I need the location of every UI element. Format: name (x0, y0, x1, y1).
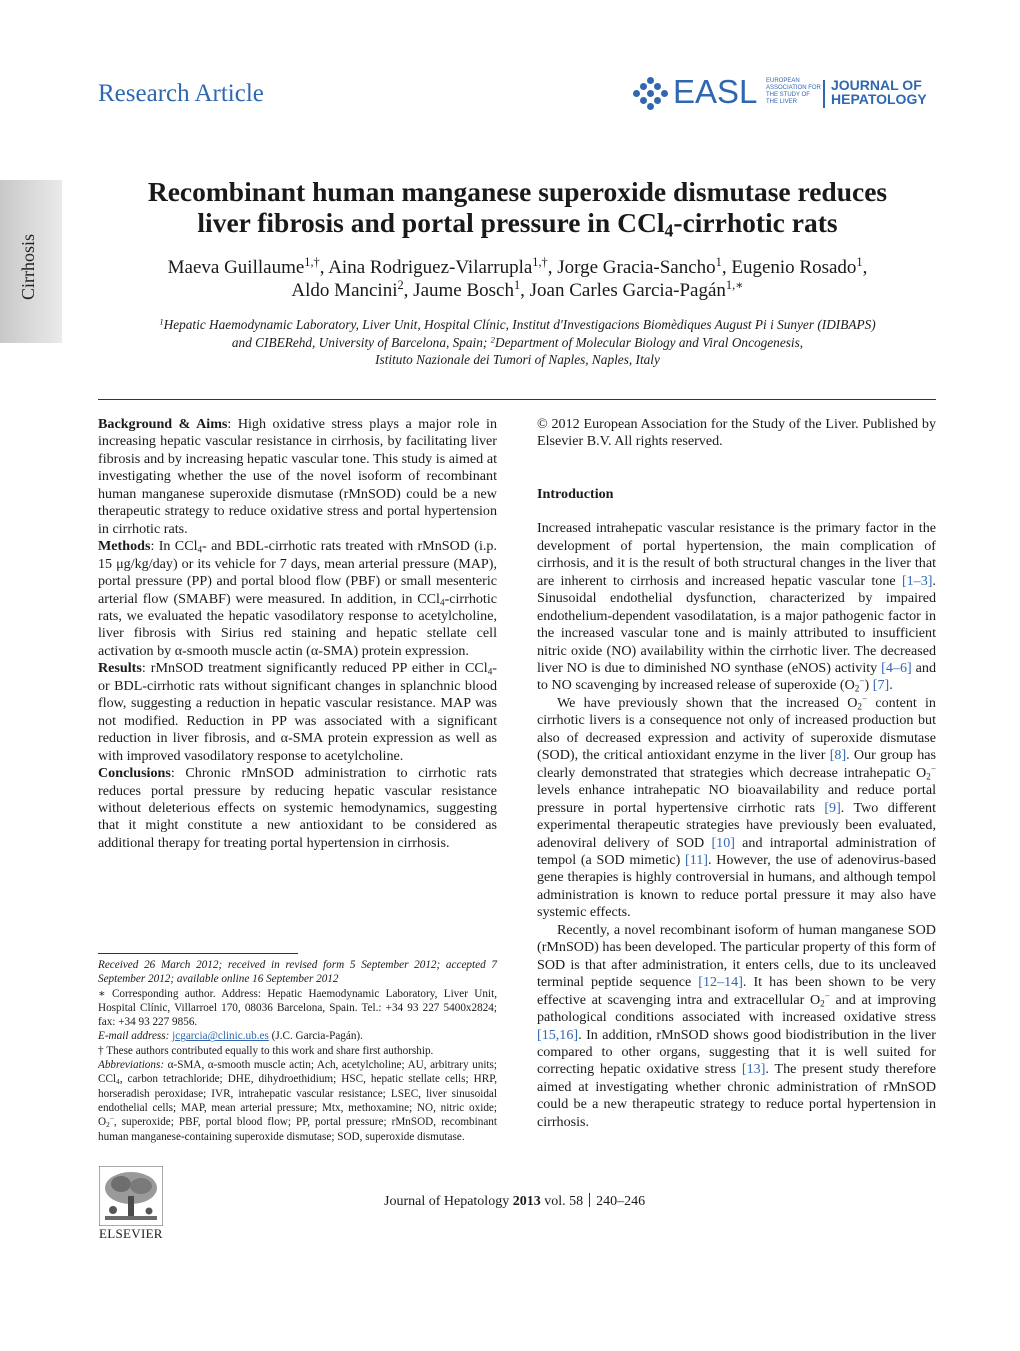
author-name[interactable]: Jaume Bosch (413, 280, 514, 301)
abbreviations: Abbreviations: α-SMA, α-smooth muscle actin; Ach, acetylcholine; AU, arbitrary units; CCl$_4$, carbon tetrachloride; DHE, dihydroethidium; HSC, hepatic stellate cells; HRP, horseradish peroxidase; IVR, intrahepatic vascular resistance; LSEC, liver sinusoidal endothelial cells; MAP, mean arterial pressure; Mtx, methoxamine; NO, nitric oxide; $O_2^-$, superoxide; PBF, portal blood flow; PP, portal pressure; rMnSOD, recombinant human manganese-containing superoxide dismutase; SOD, superoxide dismutase. (98, 1059, 497, 1143)
intro-column (537, 416, 936, 1131)
citation-link[interactable]: [11] (685, 851, 708, 868)
received-dates: Received 26 March 2012; received in revised form 5 September 2012; accepted 7 September 2012; available online 16 September 2012 (98, 959, 497, 986)
affiliation-line: and CIBERehd, University of Barcelona, Spain; $^2$Department of Molecular Biology and Viral Oncogenesis, (231, 333, 804, 350)
author-name[interactable]: Eugenio Rosado (731, 257, 857, 278)
author-name[interactable]: Maeva Guillaume (167, 257, 305, 278)
journal-logo[interactable] (633, 73, 938, 111)
section-label: Research Article (98, 80, 264, 107)
citation-link[interactable]: [15,16] (537, 1026, 579, 1043)
citation-link[interactable]: [4–6] (881, 659, 912, 676)
citation-link[interactable]: [13] (741, 1061, 766, 1078)
easl-wordmark: EASL (673, 73, 758, 110)
author-list (100, 256, 935, 302)
journal-citation: Journal of Hepatology 2013 vol. 58 240–246 (384, 1194, 646, 1209)
easl-subtitle: EUROPEAN ASSOCIATION FOR THE STUDY OF THE LIVER (766, 78, 821, 105)
title-line-2: liver fibrosis and portal pressure in CCl$_4$-cirrhotic rats (197, 207, 838, 241)
topic-side-tab (0, 180, 62, 343)
citation-link[interactable]: [8] (829, 747, 847, 764)
equal-contribution-note: † These authors contributed equally to this work and share first authorship. (98, 1044, 434, 1057)
intro-paragraph: Recently, a novel recombinant isoform of human manganese SOD (rMnSOD) has been developed. The particular property of this form of SOD is that after administration, it enters cells, due to its uncleaved terminal peptide sequence [12–14]. It has been shown to be very effective at scavenging intra and extracellular $O_2^-$ and at improving pathological conditions associated with increased oxidative stress [15,16]. In addition, rMnSOD shows good biodistribution in the liver compared to other organs, suggesting that it is well suited for correcting hepatic oxidative stress [13]. The present study therefore aimed at investigating whether chronic administration of rMnSOD could be a new therapeutic strategy to reduce portal hypertension in cirrhosis. (537, 921, 936, 1130)
citation-link[interactable]: [1–3] (901, 572, 933, 589)
affiliation-line: $^1$Hepatic Haemodynamic Laboratory, Liver Unit, Hospital Clínic, Institut d'Investigacions Biomèdiques August Pi i Sunyer (IDIBAPS) (159, 316, 876, 332)
affiliations (100, 316, 935, 369)
title-line-1: Recombinant human manganese superoxide dismutase reduces (147, 176, 888, 207)
citation-link[interactable]: [7] (872, 677, 890, 694)
header-divider (98, 399, 936, 400)
email-link[interactable]: jcgarcia@clinic.ub.es (172, 1030, 269, 1043)
journal-title: JOURNAL OF HEPATOLOGY (831, 77, 927, 107)
abstract-results: Results: rMnSOD treatment significantly reduced PP either in CCl$_4$- or BDL-cirrhotic rats without significant changes in splanchnic blood flow, suggesting a reduction in hepatic vascular resistance. MAP was not modified. Reduction in PP was associated with a significant reduction in liver fibrosis, and α-SMA protein expression as well as with improved vasodilatory response to acetylcholine. (98, 660, 497, 764)
abstract-methods: Methods: In CCl$_4$- and BDL-cirrhotic rats treated with rMnSOD (i.p. 15 μg/kg/day) or its vehicle for 7 days, mean arterial pressure (MAP), portal pressure (PP) and portal blood flow (PBF) or small mesenteric arterial flow (SMABF) were measured. In addition, in CCl$_4$-cirrhotic rats, we evaluated the hepatic vasodilatory response to acetylcholine, liver fibrosis with Sirius red staining and hepatic stellate cell activation by α-smooth muscle actin (α-SMA) protein expression. (98, 538, 497, 659)
footnote-divider (98, 953, 298, 954)
corresponding-author: ∗ Corresponding author. Address: Hepatic Haemodynamic Laboratory, Liver Unit, Hospital Clínic, Villarroel 170, 08036 Barcelona, Spain. Tel.: +34 93 227 5400x2824; fax: +34 93 227 9856. (98, 987, 497, 1029)
abstract-column (98, 416, 497, 852)
author-name[interactable]: Joan Carles Garcia-Pagán (529, 280, 726, 301)
section-heading: Introduction (537, 485, 614, 502)
article-title (100, 176, 935, 241)
elsevier-tree-icon (99, 1166, 163, 1226)
citation-link[interactable]: [9] (824, 799, 841, 816)
footnotes (98, 958, 497, 1144)
author-name[interactable]: Aldo Mancini (291, 280, 398, 301)
logo-divider (823, 80, 825, 108)
author-name[interactable]: Jorge Gracia-Sancho (557, 257, 716, 278)
topic-label: Cirrhosis (18, 233, 38, 300)
easl-dots-icon (633, 80, 669, 108)
email-line: E-mail address: jcgarcia@clinic.ub.es (J.C. Garcia-Pagán). (98, 1030, 363, 1043)
publisher-name: ELSEVIER (99, 1226, 163, 1241)
author-name[interactable]: Aina Rodriguez-Vilarrupla (328, 257, 533, 278)
author-line-2: Aldo Mancini$^2$, Jaume Bosch$^1$, Joan Carles Garcia-Pagán$^{1,∗}$ (291, 278, 744, 301)
abstract-background: Background & Aims: High oxidative stress plays a major role in increasing hepatic vascular resistance in cirrhosis, by facilitating liver fibrosis and by increasing hepatic vascular tone. This study is aimed at investigating whether the use of the novel isoform of recombinant human manganese superoxide dismutase (rMnSOD) could be a new therapeutic strategy to reduce oxidative stress and portal hypertension in cirrhotic rats. (98, 416, 497, 537)
intro-paragraph: Increased intrahepatic vascular resistance is the primary factor in the development of portal hypertension, the main complication of cirrhosis, and it is the result of both structural changes in the liver that are inherent to cirrhosis and increased hepatic vascular tone [1–3]. Sinusoidal endothelial dysfunction, characterized by impaired endothelium-dependent vasodilatation, is a major pathogenic factor in the increased vascular tone and is mainly attributed to insufficient nitric oxide (NO) availability within the cirrhotic liver. The decreased liver NO is due to diminished NO synthase (eNOS) activity [4–6] and to NO scavenging by increased release of superoxide $(O_2^-)$ [7]. (537, 520, 936, 694)
copyright-notice: © 2012 European Association for the Study of the Liver. Published by Elsevier B.V. All rights reserved. (537, 416, 936, 450)
abstract-conclusions: Conclusions: Chronic rMnSOD administration to cirrhotic rats reduces portal pressure by reducing hepatic vascular resistance without deleterious effects on systemic hemodynamics, suggesting that it might constitute a new antioxidant to be considered as additional therapy for treating portal hypertension in cirrhosis. (98, 765, 497, 851)
citation-link[interactable]: [10] (711, 834, 735, 851)
intro-paragraph: We have previously shown that the increased $O_2^-$ content in cirrhotic livers is a consequence not only of increased production but also of decreased expression and activity of superoxide dismutase (SOD), the critical antioxidant enzyme in the liver [8]. Our group has clearly demonstrated that strategies which decrease intrahepatic $O_2^-$ levels enhance intrahepatic NO bioavailability and reduce portal pressure in portal hypertensive cirrhotic rats [9]. Two different experimental therapeutic strategies have previously been evaluated, adenoviral delivery of SOD [10] and intraportal administration of tempol (a SOD mimetic) [11]. However, the use of adenovirus-based gene therapies is highly controversial in humans, and although tempol administration is known to reduce portal pressure it may also have systemic effects. (537, 693, 937, 921)
author-line-1: Maeva Guillaume$^{1,\dagger}$, Aina Rodriguez-Vilarrupla$^{1,\dagger}$, Jorge Gracia-Sancho$^1$, Eugenio Rosado$^1$, (167, 255, 868, 278)
affiliation-line: Istituto Nazionale dei Tumori of Naples, Naples, Italy (375, 352, 660, 367)
citation-link[interactable]: [12–14] (698, 974, 743, 991)
